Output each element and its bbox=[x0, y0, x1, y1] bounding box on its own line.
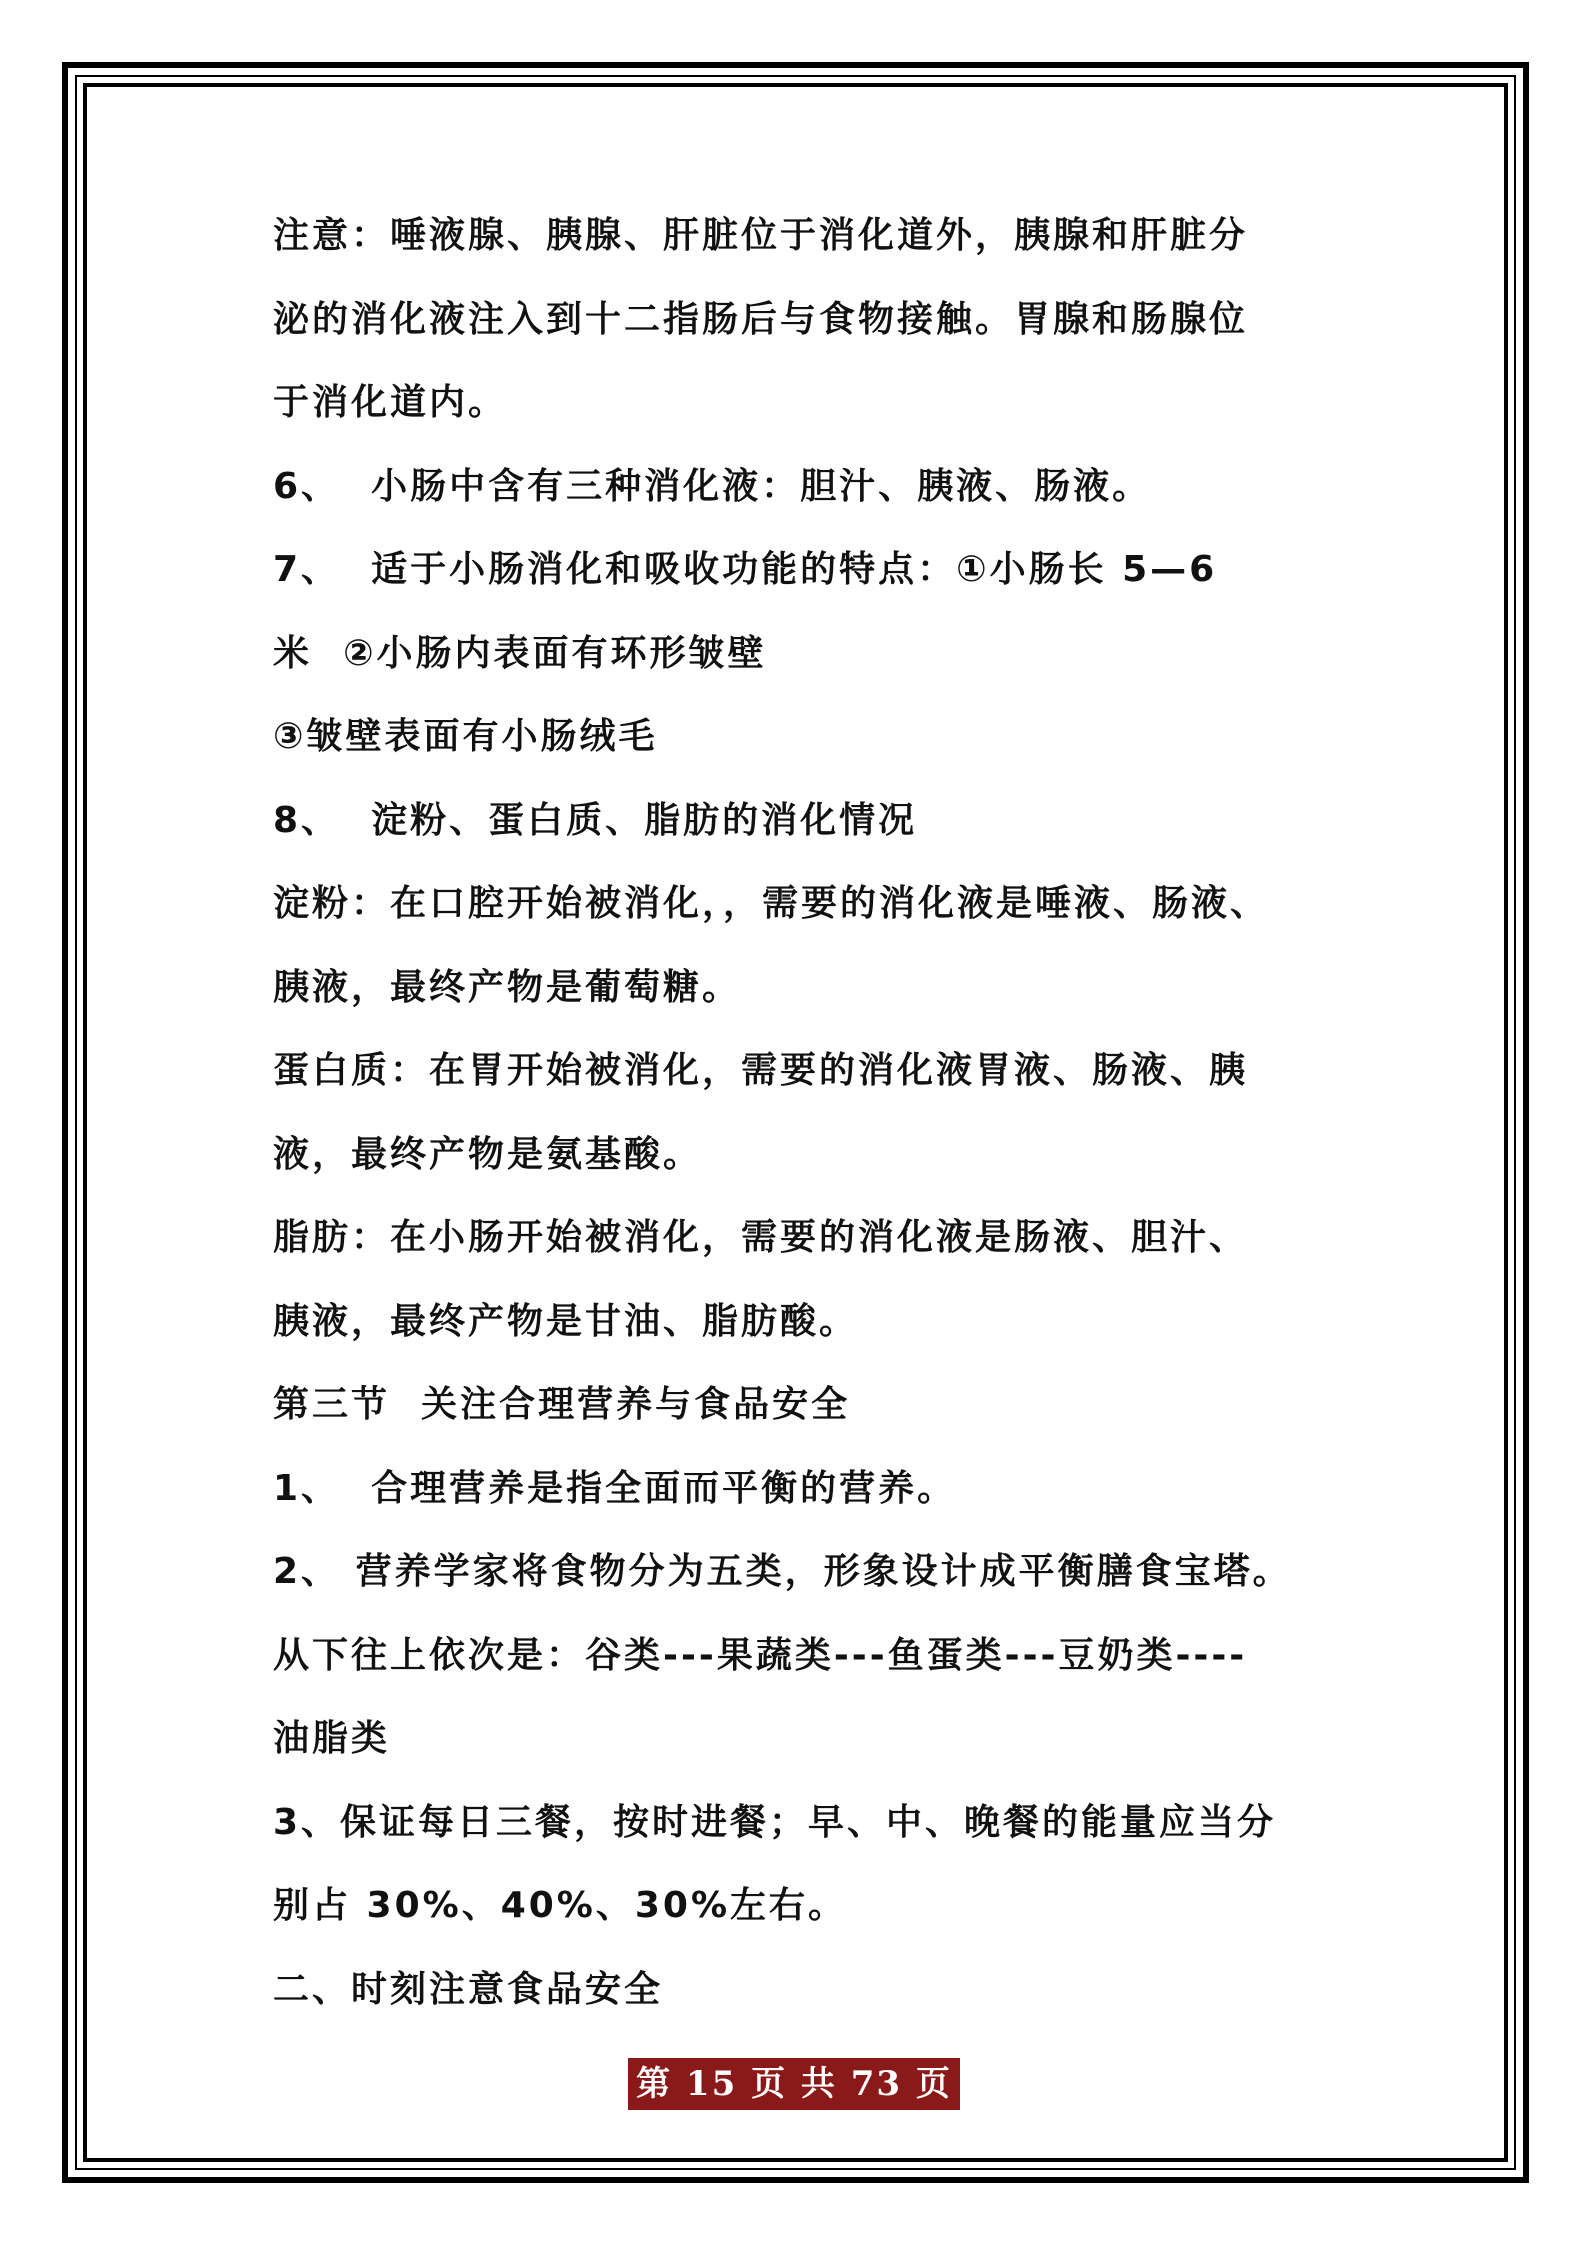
text-line: 7、 适于小肠消化和吸收功能的特点：①小肠长 5—6 bbox=[273, 549, 1218, 590]
text-line: 脂肪：在小肠开始被消化，需要的消化液是肠液、胆汁、 bbox=[273, 1217, 1249, 1258]
document-body bbox=[273, 208, 1323, 2045]
text-line: ③皱壁表面有小肠绒毛 bbox=[273, 716, 658, 757]
text-line: 淀粉：在口腔开始被消化，，需要的消化液是唾液、肠液、 bbox=[273, 883, 1270, 924]
section-heading: 二、时刻注意食品安全 bbox=[273, 1968, 664, 2010]
text-line: 3、保证每日三餐，按时进餐；早、中、晚餐的能量应当分 bbox=[273, 1801, 1277, 1843]
text-line: 蛋白质：在胃开始被消化，需要的消化液胃液、肠液、胰 bbox=[273, 1050, 1249, 1091]
text-line: 2、 营养学家将食物分为五类，形象设计成平衡膳食宝塔。 bbox=[273, 1551, 1292, 1592]
page-number-footer: 第 15 页 共 73 页 bbox=[628, 2058, 960, 2110]
text-line: 油脂类 bbox=[273, 1718, 391, 1759]
text-line: 6、 小肠中含有三种消化液：胆汁、胰液、肠液。 bbox=[273, 465, 1152, 507]
text-line: 于消化道内。 bbox=[273, 382, 508, 423]
text-line: 泌的消化液注入到十二指肠后与食物接触。胃腺和肠腺位 bbox=[273, 298, 1249, 340]
text-line: 液，最终产物是氨基酸。 bbox=[273, 1133, 703, 1175]
text-line: 胰液，最终产物是葡萄糖。 bbox=[273, 966, 742, 1008]
text-line: 从下往上依次是：谷类---果蔬类---鱼蛋类---豆奶类---- bbox=[273, 1634, 1248, 1676]
text-line: 米 ②小肠内表面有环形皱壁 bbox=[273, 632, 767, 674]
section-heading: 第三节 关注合理营养与食品安全 bbox=[273, 1384, 851, 1425]
text-line: 别占 30%、40%、30%左右。 bbox=[273, 1885, 848, 1926]
text-line: 注意：唾液腺、胰腺、肝脏位于消化道外，胰腺和肝脏分 bbox=[273, 215, 1249, 256]
text-line: 1、 合理营养是指全面而平衡的营养。 bbox=[273, 1467, 957, 1509]
text-line: 8、 淀粉、蛋白质、脂肪的消化情况 bbox=[273, 799, 918, 841]
text-line: 胰液，最终产物是甘油、脂肪酸。 bbox=[273, 1300, 859, 1342]
